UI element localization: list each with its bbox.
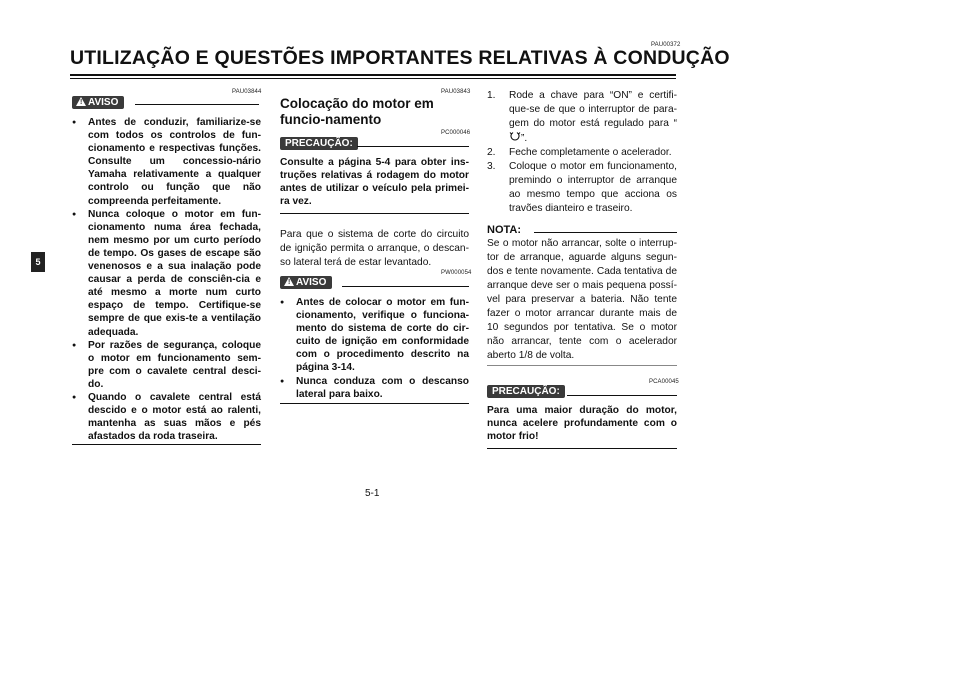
caution-text: Consulte a página 5-4 para obter ins-truções relativas á rodagem do motor antes de utilizar o veículo pela primei-ra vez.	[280, 157, 469, 208]
list-item: ● Nunca conduza com o descanso lateral para baixo.	[280, 375, 469, 401]
chapter-tab: 5	[31, 252, 45, 272]
note-label: NOTA:	[487, 224, 522, 236]
col2-warning-code: PW000054	[441, 270, 472, 276]
list-item	[487, 89, 677, 146]
caution-rule-2	[567, 395, 677, 396]
warning-triangle-icon: !	[76, 97, 86, 106]
col3-end-rule	[487, 448, 677, 449]
caution-end-rule	[280, 213, 469, 214]
warning-badge-label: AVISO	[88, 97, 119, 108]
warning-triangle-icon: !	[284, 277, 294, 286]
step-text: Rode a chave para “ON” e certifi-que-se de que o interruptor de para-gem do motor está regulado para “	[509, 90, 677, 129]
step-number: 3.	[487, 161, 496, 172]
col1-end-rule	[72, 444, 261, 445]
body-text: Para que o sistema de corte do circuito de ignição permita o arranque, o descan-so lateral terá de estar levantado.	[280, 229, 469, 268]
section-heading: Colocação do motor em funcio-namento	[280, 96, 434, 127]
badge-rule-2	[342, 286, 469, 287]
list-item: ● Nunca coloque o motor em fun-cionamento numa área fechada, nem mesmo por um curto período de tempo. Os gases de escape são venenosos e a sua inalação pode causar a perda de consciên-cia e até mesmo a morte num curto espaço de tempo. Certifique-se sempre de que exis-te a ventilação adequada.	[72, 208, 261, 339]
list-item: ● Quando o cavalete central está descido e o motor está ao ralenti, mantenha as suas mãos e pés afastados da roda traseira.	[72, 391, 261, 443]
col1-code: PAU03844	[232, 89, 262, 95]
note-text: Se o motor não arrancar, solte o interrup-tor de arranque, aguarde alguns segun-dos e tente novamente. Cada tentativa de arranque deve ser o mais pequena possí-vel para preservar a bateria. Não tente fazer o motor arrancar durante mais de 10 segundos por tentativa. Se o motor não arrancar, tente com o acelerador aberto 1/8 de volta.	[487, 238, 677, 361]
col2-warning-list	[280, 296, 469, 401]
warning-badge-label: AVISO	[296, 277, 327, 288]
warning-badge	[72, 96, 124, 109]
start-procedure-steps	[487, 89, 677, 216]
col3-caution-code: PCA00045	[649, 379, 679, 385]
caution-text-2: Para uma maior duração do motor, nunca acelere profundamente com o motor frio!	[487, 405, 677, 443]
page-number: 5-1	[365, 488, 380, 499]
step-number: 1.	[487, 90, 496, 101]
page-title: UTILIZAÇÃO E QUESTÕES IMPORTANTES RELATIVAS À CONDUÇÃO	[70, 47, 730, 69]
list-item: ● Antes de colocar o motor em fun-cionamento, verifique o funciona-mento do sistema de corte do cir-cuito de ignição em conformidade com o procedimento descrito na página 3-14.	[280, 296, 469, 375]
header-code: PAU00372	[651, 42, 681, 48]
engine-run-icon	[509, 131, 521, 142]
warning-badge-2	[280, 276, 332, 289]
col2-caution-code: PC000046	[441, 130, 471, 136]
col2-end-rule	[280, 403, 469, 404]
list-item: ● Antes de conduzir, familiarize-se com todos os controlos de fun-cionamento e respectivas funções. Consulte um concessio-nário Yamaha relativamente a qualquer controlo ou função que não compreenda perfeitamente.	[72, 116, 261, 208]
title-rule-thin	[70, 78, 676, 79]
list-item	[487, 160, 677, 216]
note-end-rule	[487, 365, 677, 366]
note-rule	[534, 232, 677, 233]
step-text: Feche completamente o acelerador.	[509, 147, 672, 158]
list-item	[487, 146, 677, 160]
caution-badge-2: PRECAUÇÃO:	[487, 385, 565, 398]
caution-rule	[357, 146, 469, 147]
caution-badge: PRECAUÇÃO:	[280, 137, 358, 150]
step-number: 2.	[487, 147, 496, 158]
col2-code: PAU03843	[441, 89, 471, 95]
list-item: ● Por razões de segurança, coloque o motor em funcionamento sem-pre com o cavalete central desci-do.	[72, 339, 261, 391]
badge-rule	[135, 104, 259, 105]
step-text: Coloque o motor em funcionamento, premindo o interruptor de arranque ao mesmo tempo que acciona os travões dianteiro e traseiro.	[509, 161, 677, 214]
step-text-end: ”.	[521, 133, 528, 144]
col1-warning-list	[72, 116, 261, 443]
title-rule	[70, 74, 676, 76]
